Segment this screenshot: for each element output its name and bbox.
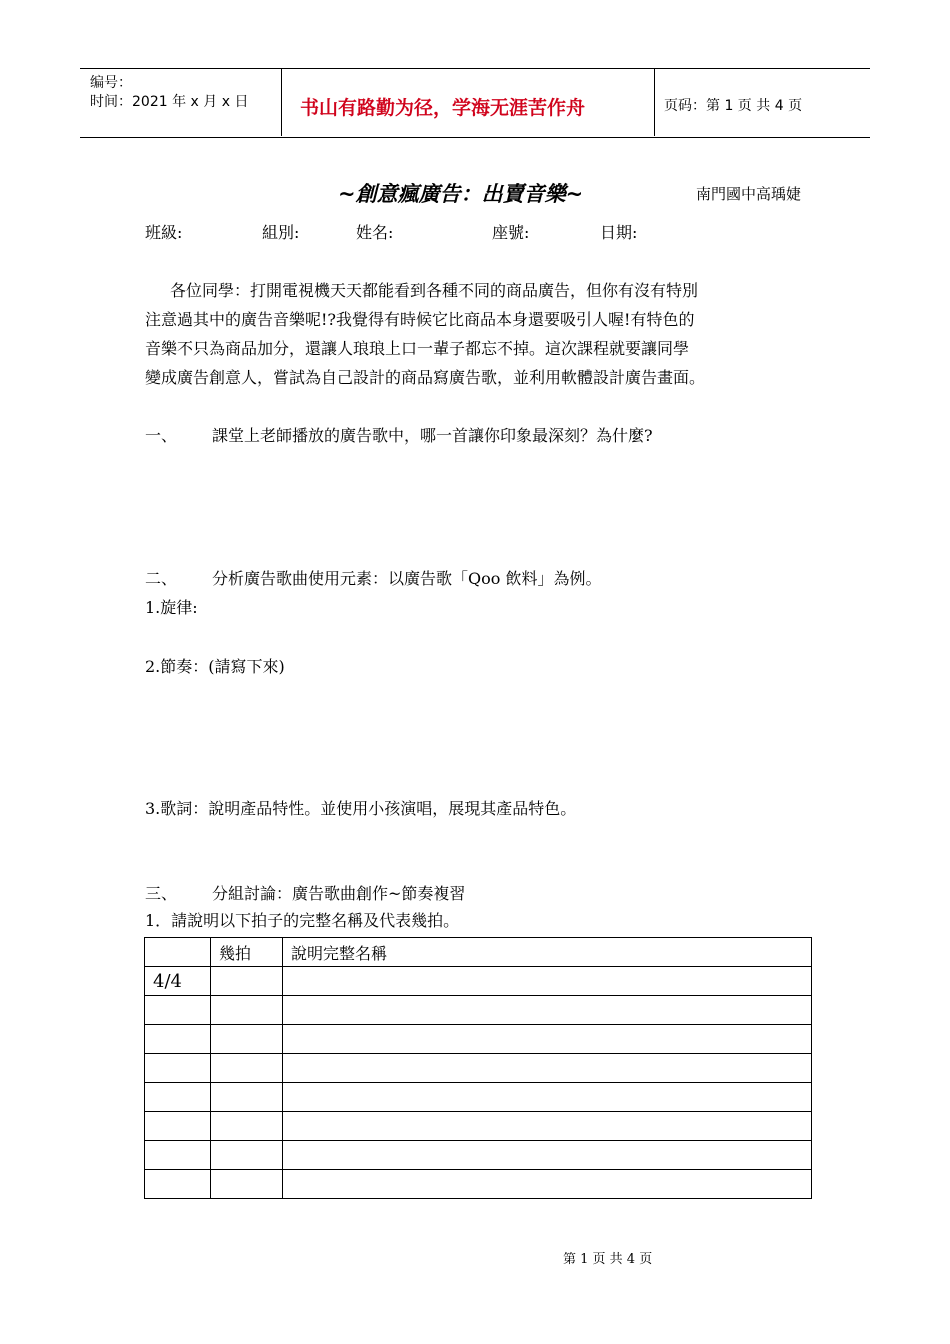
- section-3-instruction: 1．請說明以下拍子的完整名稱及代表幾拍。: [145, 911, 460, 930]
- table-cell[interactable]: [145, 1141, 211, 1170]
- section-1-question: 課堂上老師播放的廣告歌中，哪一首讓你印象最深刻？為什麼?: [212, 426, 653, 445]
- table-header-full-name: 說明完整名稱: [283, 938, 812, 967]
- table-cell[interactable]: [283, 967, 812, 996]
- field-class: 班級:: [145, 223, 183, 242]
- beats-table: [144, 937, 812, 1199]
- table-row: [145, 1112, 812, 1141]
- table-cell[interactable]: [145, 1112, 211, 1141]
- table-row: [145, 1141, 812, 1170]
- page-footer: 第 1 页 共 4 页: [563, 1252, 653, 1267]
- table-cell[interactable]: [145, 1170, 211, 1199]
- table-cell[interactable]: [211, 967, 283, 996]
- intro-line: 注意過其中的廣告音樂呢!?我覺得有時候它比商品本身還要吸引人喔!有特色的: [145, 310, 695, 329]
- author: 南門國中高瑀婕: [696, 185, 802, 203]
- table-cell[interactable]: [211, 1025, 283, 1054]
- date-line: 时间：2021 年 x 月 x 日: [90, 94, 249, 110]
- page-title: ~創意瘋廣告：出賣音樂~: [338, 181, 584, 206]
- section-2-lyrics: 3.歌詞：說明產品特性。並使用小孩演唱，展現其產品特色。: [145, 799, 577, 818]
- table-cell[interactable]: [283, 1054, 812, 1083]
- motto: 书山有路勤为径，学海无涯苦作舟: [300, 97, 586, 119]
- table-cell[interactable]: [145, 1054, 211, 1083]
- section-2-melody: 1.旋律:: [145, 598, 198, 617]
- section-1-number: 一、: [145, 426, 178, 445]
- table-header-cell: [145, 938, 211, 967]
- table-cell[interactable]: [145, 996, 211, 1025]
- table-cell[interactable]: [283, 1025, 812, 1054]
- header-divider: [281, 68, 282, 136]
- field-date: 日期:: [600, 223, 638, 242]
- table-cell[interactable]: [211, 1054, 283, 1083]
- table-header-beats: 幾拍: [211, 938, 283, 967]
- section-2-rhythm: 2.節奏：(請寫下來): [145, 657, 285, 676]
- section-2-heading: 分析廣告歌曲使用元素：以廣告歌「Qoo 飲料」為例。: [212, 569, 602, 588]
- field-seat: 座號:: [492, 223, 530, 242]
- table-cell[interactable]: [283, 996, 812, 1025]
- field-name: 姓名:: [356, 223, 394, 242]
- page-info: 页码：第 1 页 共 4 页: [664, 98, 803, 114]
- table-cell[interactable]: [145, 1025, 211, 1054]
- field-group: 組別:: [262, 223, 300, 242]
- intro-line: 音樂不只為商品加分，還讓人琅琅上口一輩子都忘不掉。這次課程就要讓同學: [145, 339, 690, 358]
- table-cell[interactable]: [283, 1141, 812, 1170]
- header-divider: [654, 68, 655, 136]
- section-2-number: 二、: [145, 569, 178, 588]
- section-3-number: 三、: [145, 884, 178, 903]
- table-cell[interactable]: [283, 1170, 812, 1199]
- table-cell-time-signature: 4/4: [145, 967, 211, 996]
- table-row: [145, 1025, 812, 1054]
- table-cell[interactable]: [211, 1112, 283, 1141]
- table-cell[interactable]: [211, 1170, 283, 1199]
- table-row: [145, 1054, 812, 1083]
- table-row: [145, 996, 812, 1025]
- table-row: [145, 967, 812, 996]
- table-row: [145, 1083, 812, 1112]
- table-header-row: [145, 938, 812, 967]
- intro-line: 各位同學：打開電視機天天都能看到各種不同的商品廣告，但你有沒有特別: [170, 281, 699, 300]
- table-cell[interactable]: [283, 1112, 812, 1141]
- table-cell[interactable]: [211, 1141, 283, 1170]
- table-cell[interactable]: [145, 1083, 211, 1112]
- table-row: [145, 1170, 812, 1199]
- section-3-heading: 分組討論：廣告歌曲創作~節奏複習: [212, 884, 466, 903]
- table-cell[interactable]: [211, 1083, 283, 1112]
- table-cell[interactable]: [211, 996, 283, 1025]
- doc-number-label: 编号：: [90, 75, 132, 91]
- table-cell[interactable]: [283, 1083, 812, 1112]
- intro-line: 變成廣告創意人，嘗試為自己設計的商品寫廣告歌，並利用軟體設計廣告畫面。: [145, 368, 706, 387]
